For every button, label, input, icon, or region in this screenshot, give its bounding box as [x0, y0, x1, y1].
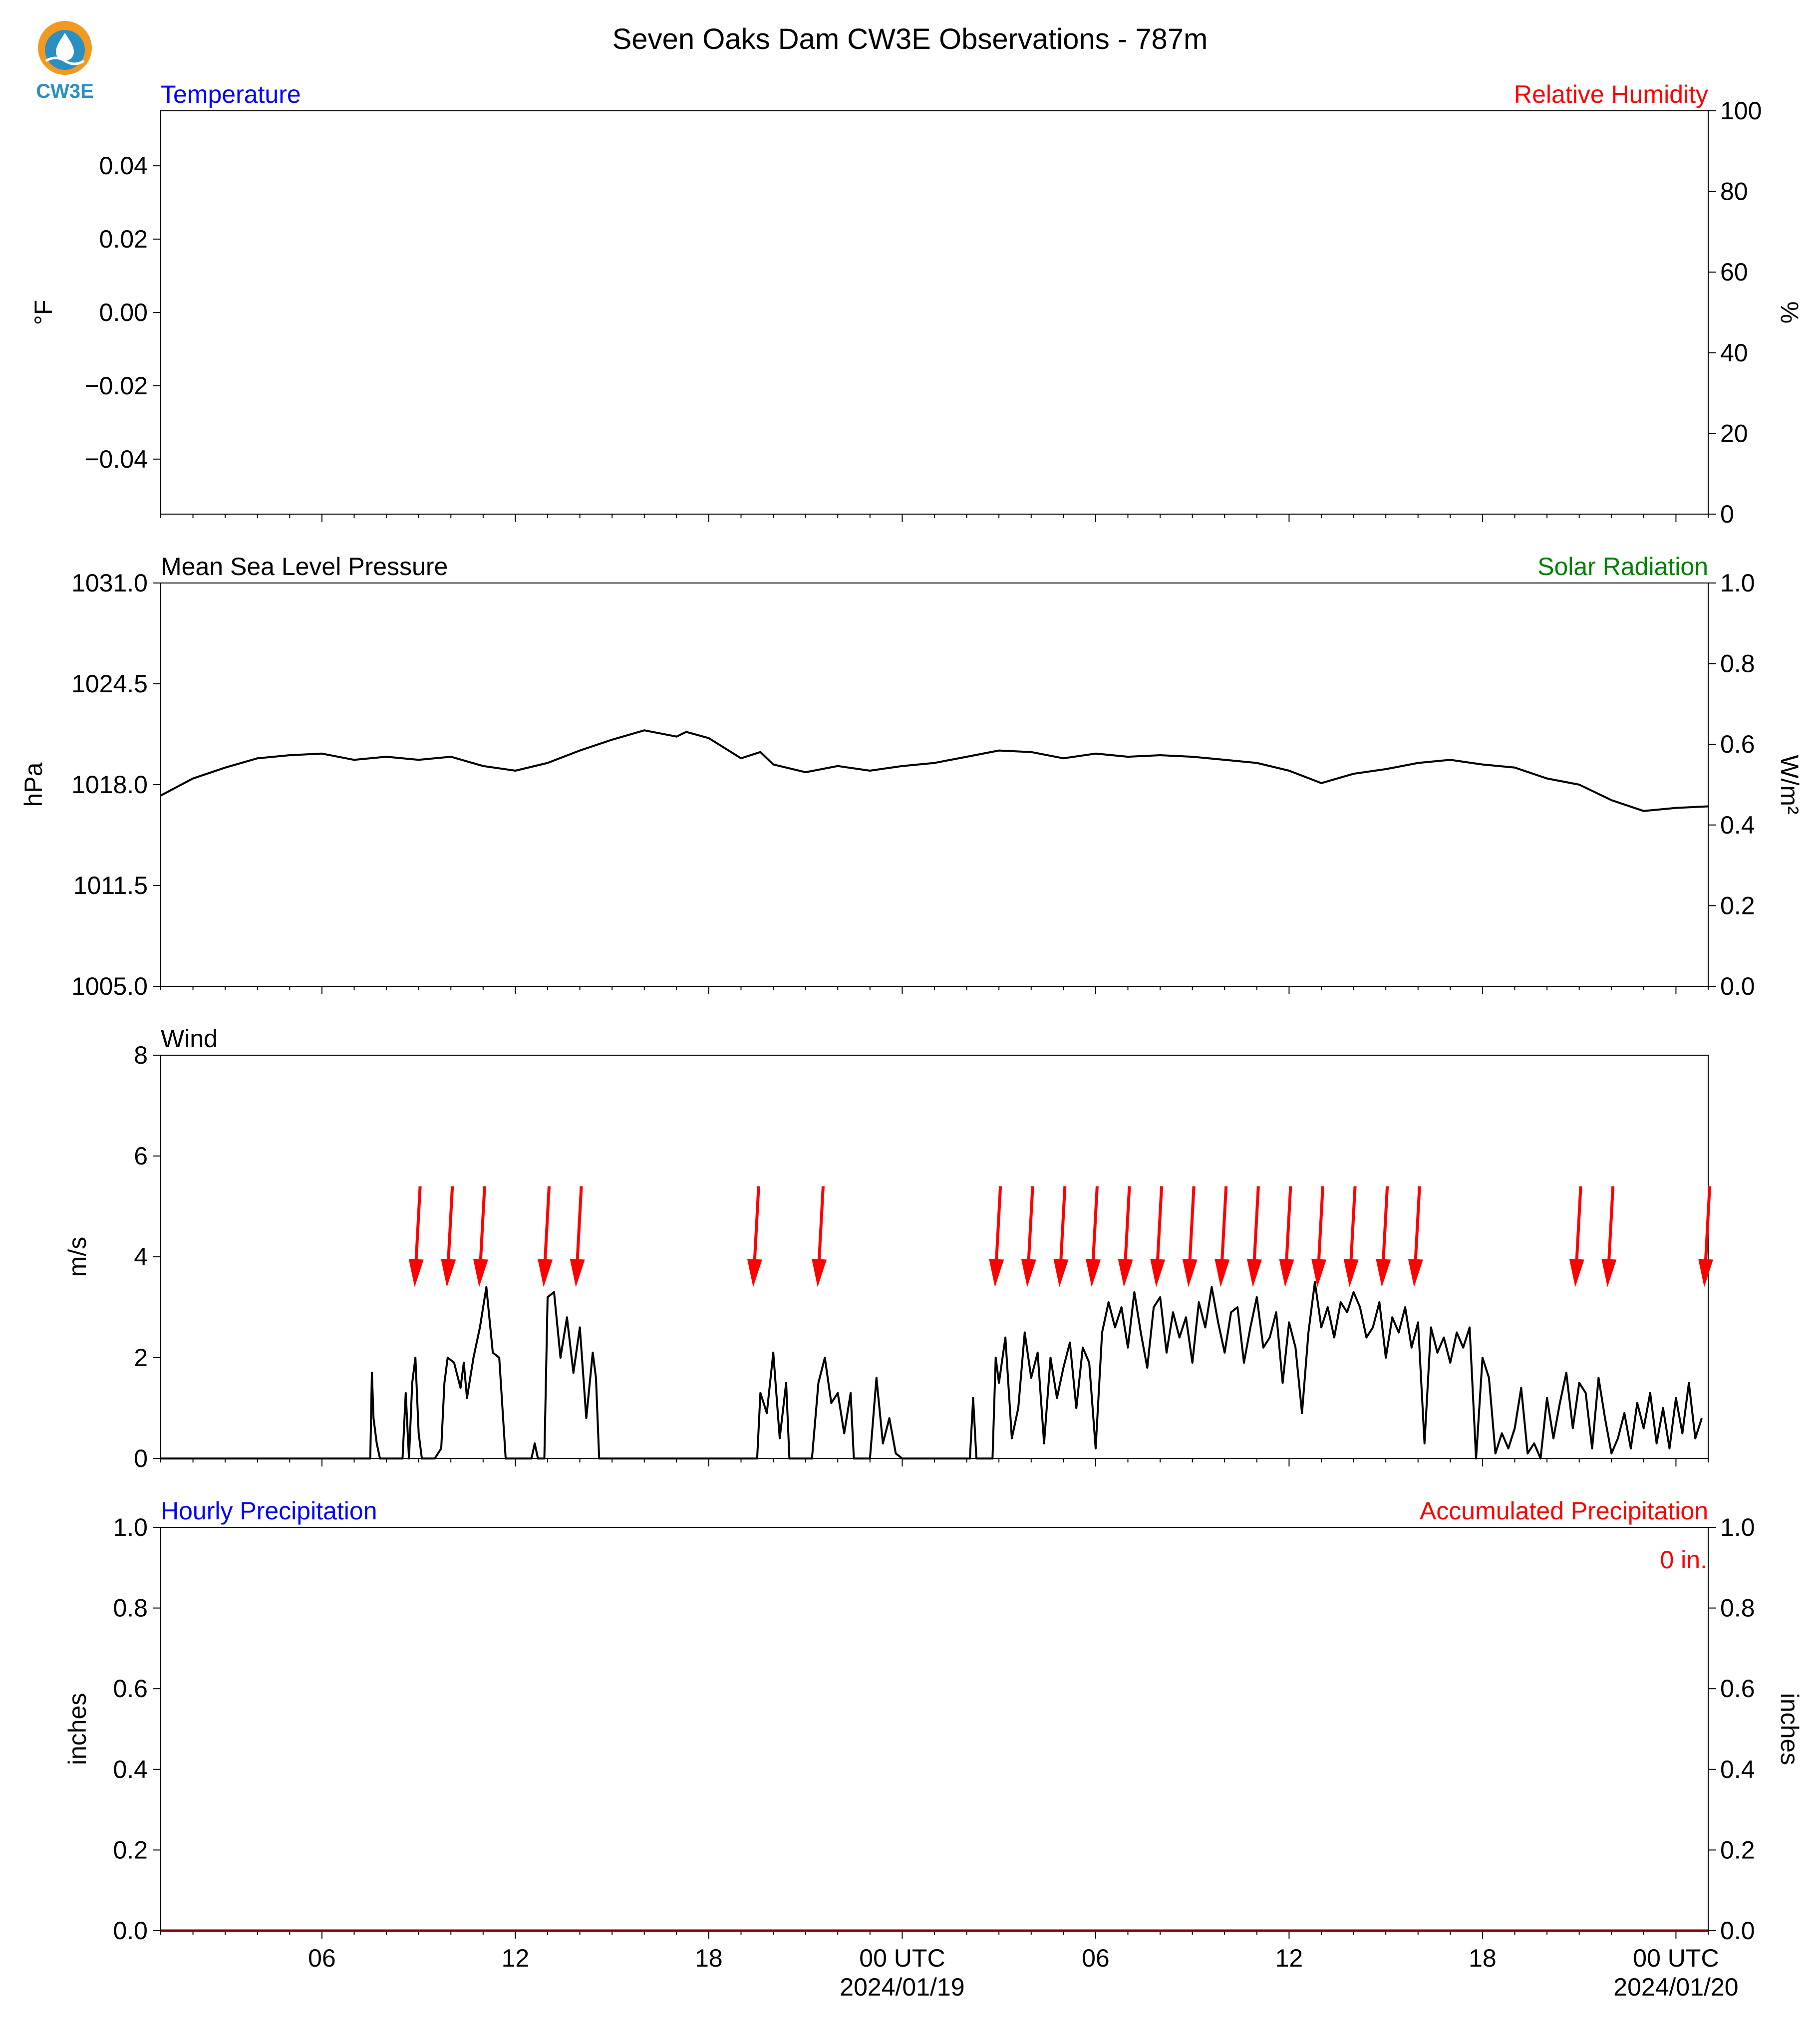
logo-text: CW3E [36, 80, 94, 102]
x-tick-label: 06 [1082, 1944, 1110, 1972]
pressure-panel [19, 553, 1804, 1000]
temperature-title-left: Temperature [161, 80, 301, 108]
wind-direction-arrow [1311, 1186, 1326, 1287]
wind-direction-arrow [409, 1186, 424, 1287]
precipitation-ytick-label: 0.6 [113, 1675, 148, 1703]
pressure-ylabel: hPa [19, 762, 47, 807]
temperature-ytick-label: 0.04 [99, 152, 148, 180]
precipitation-ytick-label: 0.8 [113, 1594, 148, 1622]
precipitation-ytick-label: 0.4 [113, 1755, 148, 1783]
wind-direction-arrow [1086, 1186, 1101, 1287]
wind-direction-arrow [1118, 1186, 1133, 1287]
wind-direction-arrow [1247, 1186, 1262, 1287]
wind-direction-arrow [1344, 1186, 1359, 1287]
precipitation-ytick-label: 0.0 [113, 1917, 148, 1945]
wind-series-line [161, 1282, 1702, 1459]
pressure-series-line [161, 730, 1708, 811]
wind-panel [63, 1025, 1713, 1472]
x-tick-label: 18 [1469, 1944, 1497, 1972]
x-tick-label: 18 [695, 1944, 723, 1972]
wind-direction-arrow [1601, 1186, 1616, 1287]
temperature-ylabel: °F [29, 299, 57, 325]
x-tick-label: 00 UTC [859, 1944, 945, 1972]
precipitation-plot-frame [161, 1527, 1708, 1931]
pressure-ytick-label: 1031.0 [71, 569, 148, 597]
pressure-ytick-right-label: 0.2 [1720, 891, 1755, 920]
cw3e-logo [36, 21, 94, 102]
pressure-ytick-label: 1024.5 [71, 670, 148, 698]
wind-plot-frame [161, 1055, 1708, 1458]
pressure-plot-frame [161, 583, 1708, 986]
wind-direction-arrow [570, 1186, 585, 1287]
precipitation-ytick-right-label: 0.2 [1720, 1836, 1755, 1864]
precipitation-ytick-right-label: 0.0 [1720, 1917, 1755, 1945]
chart-panels [19, 80, 1804, 2001]
wind-title-left: Wind [161, 1025, 218, 1053]
wind-direction-arrow [1021, 1186, 1036, 1287]
temperature-ytick-right-label: 0 [1720, 500, 1734, 528]
wind-direction-arrow [747, 1186, 762, 1287]
wind-direction-arrow [1214, 1186, 1229, 1287]
precipitation-ytick-label: 0.2 [113, 1836, 148, 1864]
x-tick-label: 12 [1275, 1944, 1303, 1972]
wind-direction-arrow [473, 1186, 488, 1287]
wind-direction-arrow [812, 1186, 827, 1287]
wind-ytick-label: 8 [134, 1041, 148, 1069]
wind-direction-arrow [1183, 1186, 1198, 1287]
figure-title: Seven Oaks Dam CW3E Observations - 787m [612, 23, 1208, 55]
pressure-ytick-right-label: 1.0 [1720, 569, 1755, 597]
wind-direction-arrow [1376, 1186, 1391, 1287]
pressure-ytick-right-label: 0.8 [1720, 649, 1755, 678]
pressure-ytick-right-label: 0.6 [1720, 730, 1755, 759]
wind-direction-arrow [1569, 1186, 1584, 1287]
temperature-ytick-right-label: 20 [1720, 419, 1748, 448]
precipitation-ytick-label: 1.0 [113, 1513, 148, 1541]
pressure-ytick-right-label: 0.4 [1720, 811, 1755, 839]
precipitation-ylabel-right: inches [1776, 1693, 1804, 1765]
wind-direction-arrow [1150, 1186, 1165, 1287]
wind-ytick-label: 2 [134, 1344, 148, 1372]
wind-ylabel: m/s [63, 1236, 91, 1277]
x-tick-label: 12 [501, 1944, 530, 1972]
precipitation-panel [63, 1497, 1804, 2001]
pressure-ylabel-right: W/m² [1776, 755, 1804, 815]
temperature-title-right: Relative Humidity [1514, 80, 1708, 108]
temperature-ylabel-right: % [1776, 301, 1804, 324]
precipitation-ytick-right-label: 0.4 [1720, 1755, 1755, 1783]
temperature-ytick-right-label: 40 [1720, 338, 1748, 367]
pressure-ytick-label: 1018.0 [71, 771, 148, 799]
wind-ytick-label: 0 [134, 1445, 148, 1472]
precipitation-ylabel: inches [63, 1693, 91, 1765]
wind-ytick-label: 4 [134, 1243, 148, 1271]
temperature-ytick-label: 0.00 [99, 298, 148, 326]
temperature-ytick-right-label: 80 [1720, 177, 1748, 206]
x-tick-label: 06 [308, 1944, 336, 1972]
accumulated-precip-total: 0 in. [1660, 1546, 1707, 1574]
wind-ytick-label: 6 [134, 1142, 148, 1170]
temperature-ytick-label: −0.04 [84, 445, 148, 473]
wind-direction-arrow [1408, 1186, 1423, 1287]
precipitation-ytick-right-label: 0.8 [1720, 1594, 1755, 1622]
temperature-plot-frame [161, 111, 1708, 514]
pressure-ytick-label: 1011.5 [73, 871, 148, 899]
pressure-ytick-right-label: 0.0 [1720, 972, 1755, 1000]
pressure-title-left: Mean Sea Level Pressure [161, 553, 448, 580]
pressure-title-right: Solar Radiation [1537, 553, 1708, 580]
pressure-ytick-label: 1005.0 [71, 972, 148, 1000]
x-date-label: 2024/01/19 [840, 1973, 965, 2001]
x-tick-label: 00 UTC [1633, 1944, 1719, 1972]
wind-direction-arrow [1053, 1186, 1068, 1287]
precipitation-ytick-right-label: 1.0 [1720, 1513, 1755, 1541]
wind-direction-arrow [1279, 1186, 1294, 1287]
temperature-ytick-right-label: 100 [1720, 97, 1762, 125]
wind-direction-arrow [1698, 1186, 1713, 1287]
temperature-ytick-label: −0.02 [84, 371, 148, 400]
precipitation-title-right: Accumulated Precipitation [1419, 1497, 1708, 1525]
wind-direction-arrow [989, 1186, 1004, 1287]
wind-direction-arrow [538, 1186, 553, 1287]
precipitation-ytick-right-label: 0.6 [1720, 1675, 1755, 1703]
precipitation-title-left: Hourly Precipitation [161, 1497, 377, 1525]
x-date-label: 2024/01/20 [1613, 1973, 1739, 2001]
wind-direction-arrow [441, 1186, 456, 1287]
temperature-ytick-right-label: 60 [1720, 258, 1748, 287]
temperature-ytick-label: 0.02 [99, 225, 148, 254]
temperature-panel [29, 80, 1804, 528]
